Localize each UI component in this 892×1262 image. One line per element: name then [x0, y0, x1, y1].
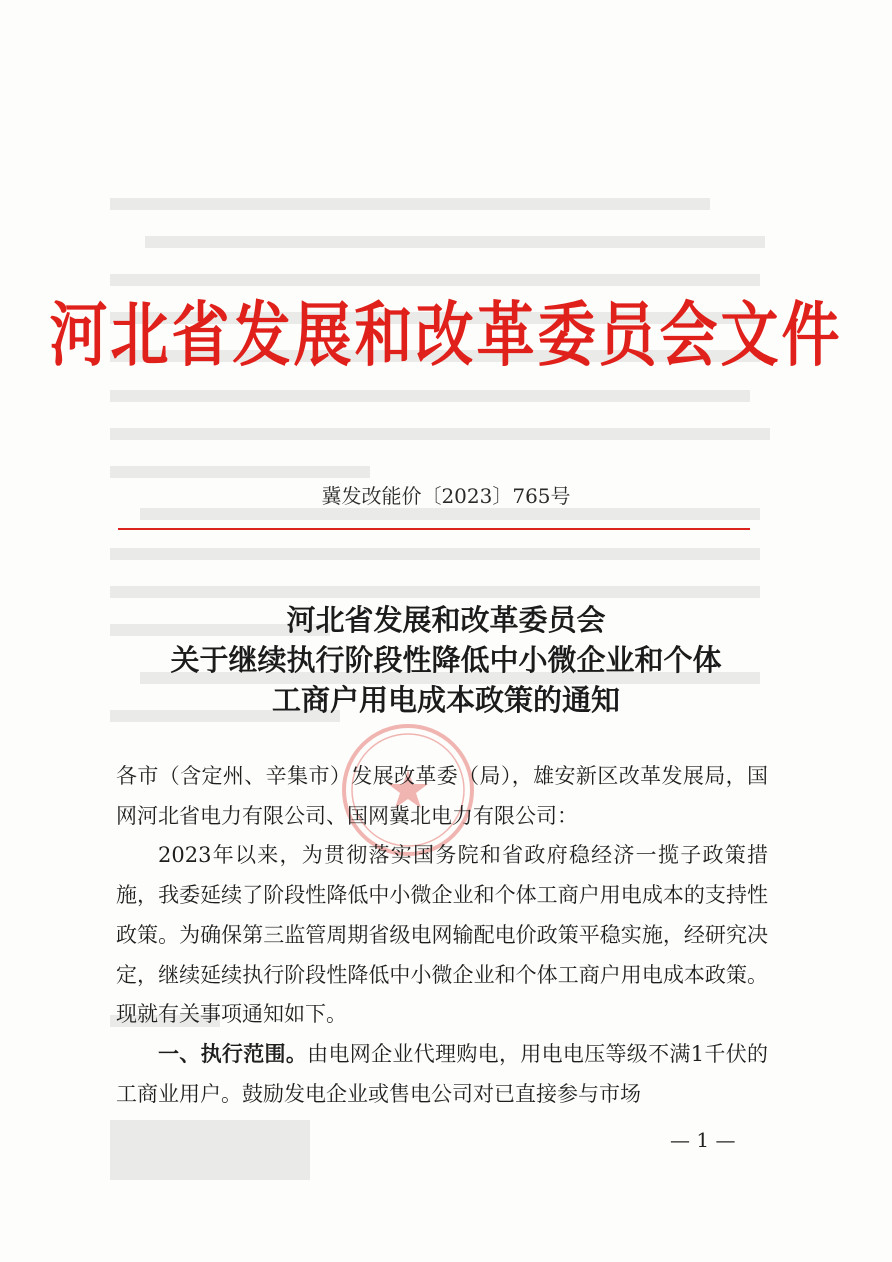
- issuer-header: 河北省发展和改革委员会文件: [49, 294, 843, 376]
- document-number: 冀发改能价〔2023〕765号: [321, 484, 571, 508]
- title-line: 工商户用电成本政策的通知: [271, 683, 620, 717]
- red-divider-line: [118, 528, 750, 530]
- section-one-text: 由电网企业代理购电，用电电压等级不满1千伏的工商业用户。鼓励发电企业或售电公司对已直接参与市场: [116, 1041, 769, 1106]
- notice-title: [0, 600, 892, 720]
- section-one-paragraph: [116, 1035, 768, 1114]
- intro-paragraph: 2023年以来，为贯彻落实国务院和省政府稳经济一揽子政策措施，我委延续了阶段性降低中小微企业和个体工商户用电成本的支持性政策。为确保第三监管周期省级电网输配电价政策平稳实施，经研究决定，继续延续执行阶段性降低中小微企业和个体工商户用电成本政策。现就有关事项通知如下。: [116, 843, 768, 1027]
- recipients-paragraph: 各市（含定州、辛集市）发展改革委（局），雄安新区改革发展局，国网河北省电力有限公司、国网冀北电力有限公司：: [116, 764, 768, 828]
- page-number: — 1 —: [670, 1128, 736, 1152]
- title-line: 河北省发展和改革委员会: [286, 603, 606, 637]
- title-line: 关于继续执行阶段性降低中小微企业和个体: [170, 643, 722, 677]
- section-one-heading: 一、执行范围。: [158, 1041, 308, 1066]
- notice-body: [116, 757, 768, 1114]
